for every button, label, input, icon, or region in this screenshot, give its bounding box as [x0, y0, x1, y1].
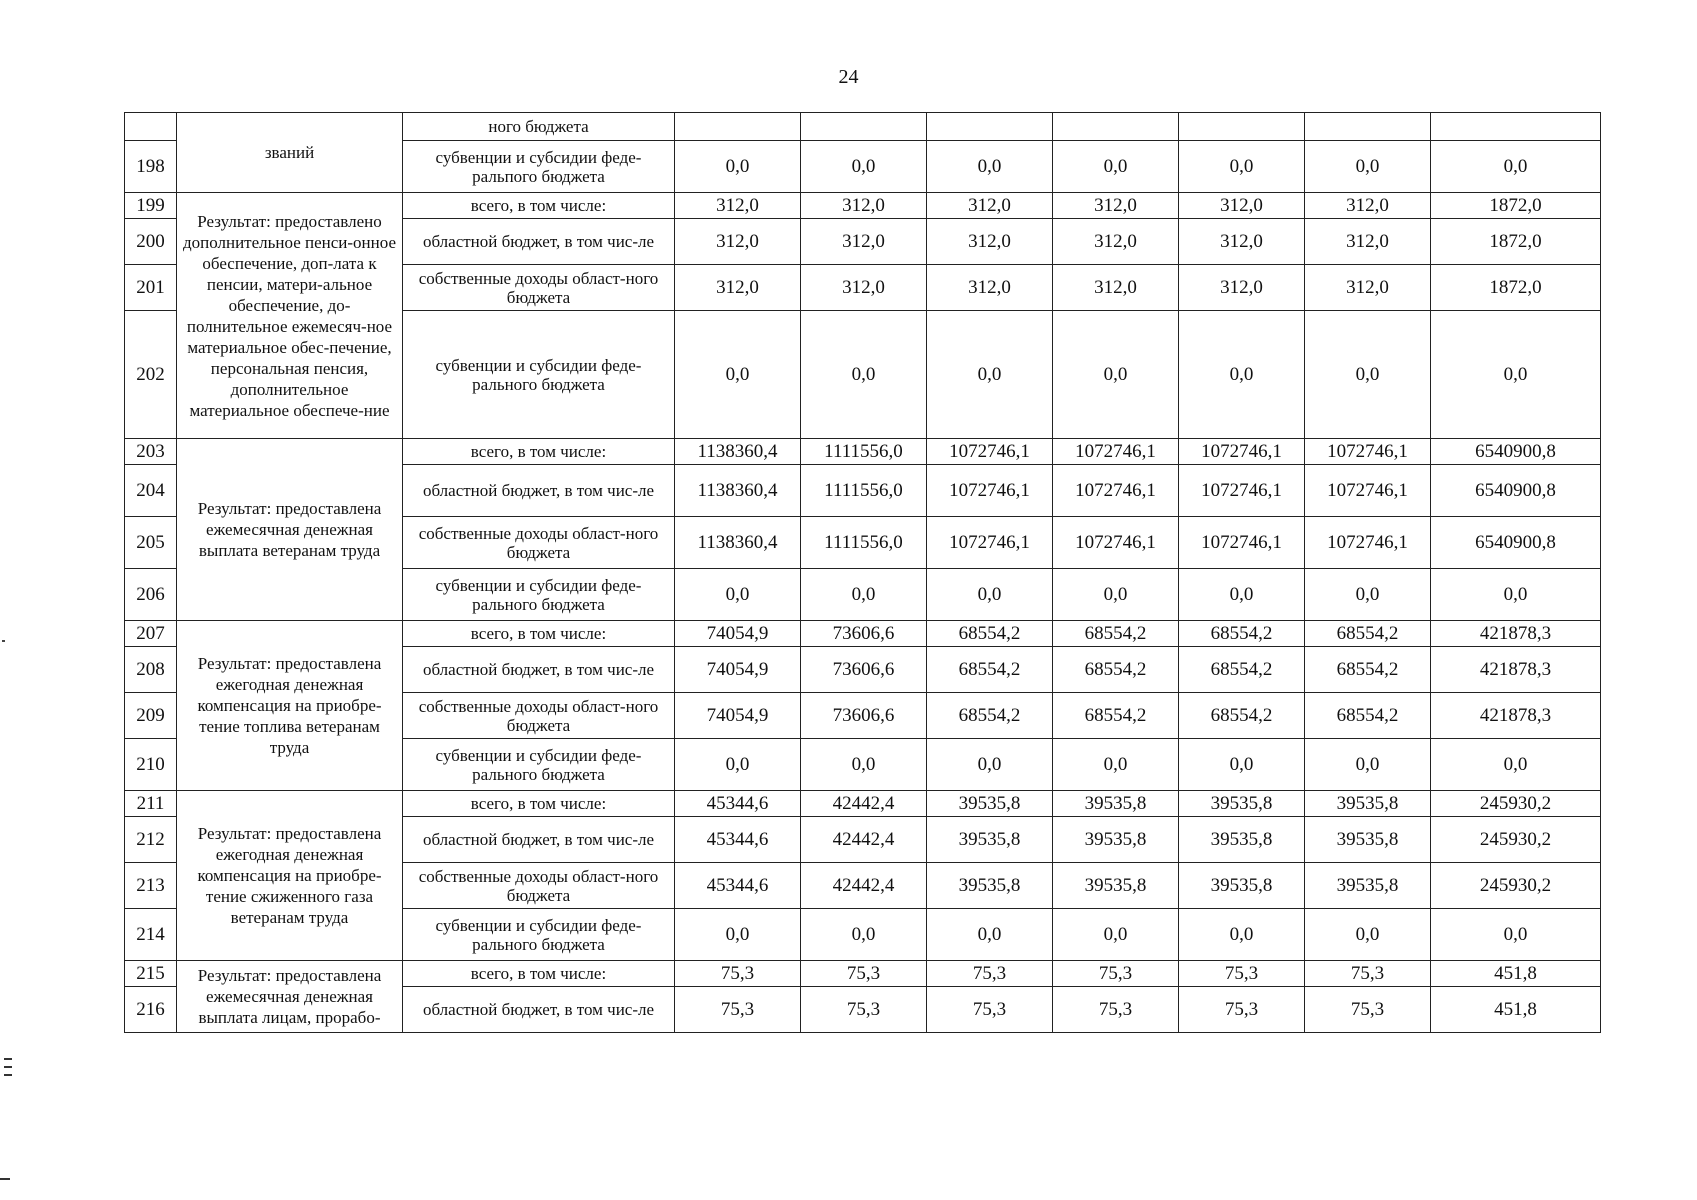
- value-cell: 0,0: [1053, 909, 1179, 961]
- funding-source: областной бюджет, в том чис-ле: [403, 817, 675, 863]
- value-cell: 312,0: [675, 265, 801, 311]
- value-cell: 73606,6: [801, 693, 927, 739]
- value-cell: 42442,4: [801, 863, 927, 909]
- value-cell: 1072746,1: [1305, 517, 1431, 569]
- value-cell: 0,0: [801, 909, 927, 961]
- row-number: 199: [125, 193, 177, 219]
- value-cell: 1111556,0: [801, 439, 927, 465]
- margin-mark: [2, 640, 5, 642]
- total-cell: 6540900,8: [1431, 465, 1601, 517]
- total-cell: 421878,3: [1431, 647, 1601, 693]
- value-cell: 0,0: [801, 569, 927, 621]
- value-cell: 68554,2: [927, 621, 1053, 647]
- value-cell: 1072746,1: [927, 465, 1053, 517]
- value-cell: 75,3: [675, 987, 801, 1033]
- value-cell: 0,0: [1179, 909, 1305, 961]
- value-cell: [1305, 113, 1431, 141]
- value-cell: 312,0: [927, 219, 1053, 265]
- value-cell: 1072746,1: [1305, 465, 1431, 517]
- value-cell: 68554,2: [1179, 693, 1305, 739]
- row-number: 201: [125, 265, 177, 311]
- result-cell: Результат: предоставлена ежемесячная денежная выплата лицам, прорабо-: [177, 961, 403, 1033]
- value-cell: 0,0: [1179, 739, 1305, 791]
- value-cell: [1179, 113, 1305, 141]
- funding-source: ного бюджета: [403, 113, 675, 141]
- funding-source: собственные доходы област-ного бюджета: [403, 265, 675, 311]
- value-cell: 0,0: [801, 311, 927, 439]
- value-cell: 68554,2: [1305, 621, 1431, 647]
- funding-source: областной бюджет, в том чис-ле: [403, 647, 675, 693]
- table-row: [125, 439, 1601, 465]
- value-cell: 0,0: [675, 141, 801, 193]
- total-cell: 0,0: [1431, 739, 1601, 791]
- result-cell: Результат: предоставлена ежемесячная денежная выплата ветеранам труда: [177, 439, 403, 621]
- funding-source: субвенции и субсидии феде-рального бюджета: [403, 569, 675, 621]
- value-cell: [675, 113, 801, 141]
- total-cell: 245930,2: [1431, 863, 1601, 909]
- value-cell: 0,0: [1053, 311, 1179, 439]
- value-cell: 74054,9: [675, 647, 801, 693]
- value-cell: 0,0: [1305, 739, 1431, 791]
- value-cell: 68554,2: [1053, 647, 1179, 693]
- value-cell: 312,0: [801, 193, 927, 219]
- value-cell: 1072746,1: [927, 517, 1053, 569]
- value-cell: 312,0: [1305, 193, 1431, 219]
- value-cell: 0,0: [927, 311, 1053, 439]
- total-cell: 421878,3: [1431, 693, 1601, 739]
- total-cell: 1872,0: [1431, 193, 1601, 219]
- value-cell: 74054,9: [675, 621, 801, 647]
- value-cell: 39535,8: [1179, 817, 1305, 863]
- value-cell: 1072746,1: [1053, 465, 1179, 517]
- value-cell: 68554,2: [1305, 647, 1431, 693]
- result-cell: званий: [177, 113, 403, 193]
- row-number: 215: [125, 961, 177, 987]
- row-number: 209: [125, 693, 177, 739]
- row-number: 200: [125, 219, 177, 265]
- value-cell: 0,0: [927, 909, 1053, 961]
- value-cell: 1072746,1: [927, 439, 1053, 465]
- total-cell: 245930,2: [1431, 791, 1601, 817]
- value-cell: 39535,8: [1179, 791, 1305, 817]
- total-cell: 451,8: [1431, 987, 1601, 1033]
- total-cell: 0,0: [1431, 909, 1601, 961]
- value-cell: 312,0: [801, 265, 927, 311]
- total-cell: 421878,3: [1431, 621, 1601, 647]
- value-cell: 75,3: [1305, 961, 1431, 987]
- funding-source: областной бюджет, в том чис-ле: [403, 465, 675, 517]
- row-number: 210: [125, 739, 177, 791]
- value-cell: 0,0: [1305, 311, 1431, 439]
- value-cell: 1138360,4: [675, 465, 801, 517]
- row-number: 204: [125, 465, 177, 517]
- row-number: 212: [125, 817, 177, 863]
- value-cell: 0,0: [927, 141, 1053, 193]
- row-number: 198: [125, 141, 177, 193]
- value-cell: 312,0: [1179, 265, 1305, 311]
- row-number: 211: [125, 791, 177, 817]
- value-cell: 68554,2: [927, 647, 1053, 693]
- value-cell: 312,0: [1053, 219, 1179, 265]
- value-cell: 68554,2: [927, 693, 1053, 739]
- value-cell: 73606,6: [801, 621, 927, 647]
- value-cell: 68554,2: [1179, 647, 1305, 693]
- value-cell: 312,0: [1179, 193, 1305, 219]
- row-number: 208: [125, 647, 177, 693]
- funding-source: областной бюджет, в том чис-ле: [403, 987, 675, 1033]
- value-cell: 39535,8: [1053, 863, 1179, 909]
- value-cell: [927, 113, 1053, 141]
- total-cell: 6540900,8: [1431, 517, 1601, 569]
- value-cell: 1138360,4: [675, 517, 801, 569]
- funding-source: всего, в том числе:: [403, 193, 675, 219]
- value-cell: 39535,8: [927, 791, 1053, 817]
- funding-source: собственные доходы област-ного бюджета: [403, 693, 675, 739]
- result-cell: Результат: предоставлена ежегодная денежная компенсация на приобре-тение сжиженного газа ветеранам труда: [177, 791, 403, 961]
- value-cell: 75,3: [675, 961, 801, 987]
- value-cell: 75,3: [1053, 961, 1179, 987]
- value-cell: 312,0: [1305, 265, 1431, 311]
- total-cell: 1872,0: [1431, 219, 1601, 265]
- value-cell: 0,0: [1053, 739, 1179, 791]
- value-cell: 1072746,1: [1179, 465, 1305, 517]
- value-cell: 74054,9: [675, 693, 801, 739]
- value-cell: 39535,8: [1305, 863, 1431, 909]
- funding-source: собственные доходы област-ного бюджета: [403, 863, 675, 909]
- table-row: [125, 791, 1601, 817]
- table-row: [125, 961, 1601, 987]
- value-cell: 68554,2: [1305, 693, 1431, 739]
- row-number: 213: [125, 863, 177, 909]
- funding-source: субвенции и субсидии феде-ральпого бюджета: [403, 141, 675, 193]
- value-cell: 73606,6: [801, 647, 927, 693]
- value-cell: 312,0: [1053, 265, 1179, 311]
- value-cell: 39535,8: [927, 863, 1053, 909]
- value-cell: 1111556,0: [801, 517, 927, 569]
- value-cell: 1072746,1: [1305, 439, 1431, 465]
- budget-table: [124, 112, 1601, 1033]
- value-cell: 312,0: [927, 193, 1053, 219]
- value-cell: 312,0: [1053, 193, 1179, 219]
- total-cell: 1872,0: [1431, 265, 1601, 311]
- value-cell: 1072746,1: [1053, 439, 1179, 465]
- value-cell: 0,0: [675, 739, 801, 791]
- value-cell: 45344,6: [675, 863, 801, 909]
- value-cell: 75,3: [801, 961, 927, 987]
- row-number: 206: [125, 569, 177, 621]
- total-cell: 451,8: [1431, 961, 1601, 987]
- value-cell: 0,0: [675, 569, 801, 621]
- value-cell: 39535,8: [927, 817, 1053, 863]
- total-cell: 0,0: [1431, 311, 1601, 439]
- binding-marks: [4, 1058, 12, 1082]
- funding-source: всего, в том числе:: [403, 439, 675, 465]
- value-cell: 1072746,1: [1179, 439, 1305, 465]
- value-cell: 75,3: [927, 961, 1053, 987]
- value-cell: 75,3: [927, 987, 1053, 1033]
- value-cell: 68554,2: [1053, 693, 1179, 739]
- value-cell: 75,3: [1179, 987, 1305, 1033]
- value-cell: 68554,2: [1179, 621, 1305, 647]
- value-cell: 39535,8: [1305, 791, 1431, 817]
- table-row: [125, 621, 1601, 647]
- funding-source: субвенции и субсидии феде-рального бюджета: [403, 909, 675, 961]
- value-cell: 0,0: [801, 739, 927, 791]
- value-cell: 1072746,1: [1179, 517, 1305, 569]
- value-cell: 42442,4: [801, 817, 927, 863]
- value-cell: 42442,4: [801, 791, 927, 817]
- funding-source: субвенции и субсидии феде-рального бюджета: [403, 311, 675, 439]
- value-cell: 0,0: [1053, 141, 1179, 193]
- value-cell: 45344,6: [675, 817, 801, 863]
- funding-source: субвенции и субсидии феде-рального бюджета: [403, 739, 675, 791]
- value-cell: 68554,2: [1053, 621, 1179, 647]
- value-cell: 39535,8: [1053, 817, 1179, 863]
- table-row: [125, 193, 1601, 219]
- value-cell: 0,0: [1179, 311, 1305, 439]
- value-cell: 75,3: [1053, 987, 1179, 1033]
- value-cell: 312,0: [927, 265, 1053, 311]
- value-cell: 1138360,4: [675, 439, 801, 465]
- row-number: 207: [125, 621, 177, 647]
- value-cell: 0,0: [675, 311, 801, 439]
- result-cell: Результат: предоставлена ежегодная денежная компенсация на приобре-тение топлива ветеранам труда: [177, 621, 403, 791]
- page-number: 24: [838, 66, 859, 88]
- funding-source: всего, в том числе:: [403, 961, 675, 987]
- value-cell: 0,0: [675, 909, 801, 961]
- row-number: 214: [125, 909, 177, 961]
- continuation-row: [125, 113, 1601, 141]
- row-number: 202: [125, 311, 177, 439]
- row-number: 205: [125, 517, 177, 569]
- funding-source: всего, в том числе:: [403, 621, 675, 647]
- value-cell: 39535,8: [1305, 817, 1431, 863]
- total-cell: [1431, 113, 1601, 141]
- value-cell: 75,3: [1179, 961, 1305, 987]
- total-cell: 0,0: [1431, 569, 1601, 621]
- row-number: [125, 113, 177, 141]
- total-cell: 245930,2: [1431, 817, 1601, 863]
- value-cell: 1111556,0: [801, 465, 927, 517]
- value-cell: 75,3: [801, 987, 927, 1033]
- value-cell: 312,0: [675, 193, 801, 219]
- value-cell: 312,0: [801, 219, 927, 265]
- value-cell: [1053, 113, 1179, 141]
- funding-source: всего, в том числе:: [403, 791, 675, 817]
- value-cell: 0,0: [1053, 569, 1179, 621]
- value-cell: 39535,8: [1053, 791, 1179, 817]
- value-cell: 312,0: [675, 219, 801, 265]
- total-cell: 6540900,8: [1431, 439, 1601, 465]
- value-cell: 1072746,1: [1053, 517, 1179, 569]
- value-cell: 312,0: [1305, 219, 1431, 265]
- value-cell: 39535,8: [1179, 863, 1305, 909]
- funding-source: областной бюджет, в том чис-ле: [403, 219, 675, 265]
- result-cell: Результат: предоставлено дополнительное пенси-онное обеспечение, доп-лата к пенсии, матери-альное обеспечение, до-полнительное ежемесяч-ное материальное обес-печение, персональная пенсия, дополнительное материальное обеспече-ние: [177, 193, 403, 439]
- value-cell: 0,0: [927, 569, 1053, 621]
- value-cell: 0,0: [1305, 569, 1431, 621]
- value-cell: 0,0: [1179, 141, 1305, 193]
- row-number: 203: [125, 439, 177, 465]
- value-cell: [801, 113, 927, 141]
- margin-mark: [0, 1178, 10, 1180]
- value-cell: 75,3: [1305, 987, 1431, 1033]
- row-number: 216: [125, 987, 177, 1033]
- value-cell: 0,0: [1305, 909, 1431, 961]
- value-cell: 312,0: [1179, 219, 1305, 265]
- total-cell: 0,0: [1431, 141, 1601, 193]
- funding-source: собственные доходы област-ного бюджета: [403, 517, 675, 569]
- value-cell: 0,0: [927, 739, 1053, 791]
- value-cell: 0,0: [1305, 141, 1431, 193]
- value-cell: 45344,6: [675, 791, 801, 817]
- value-cell: 0,0: [1179, 569, 1305, 621]
- value-cell: 0,0: [801, 141, 927, 193]
